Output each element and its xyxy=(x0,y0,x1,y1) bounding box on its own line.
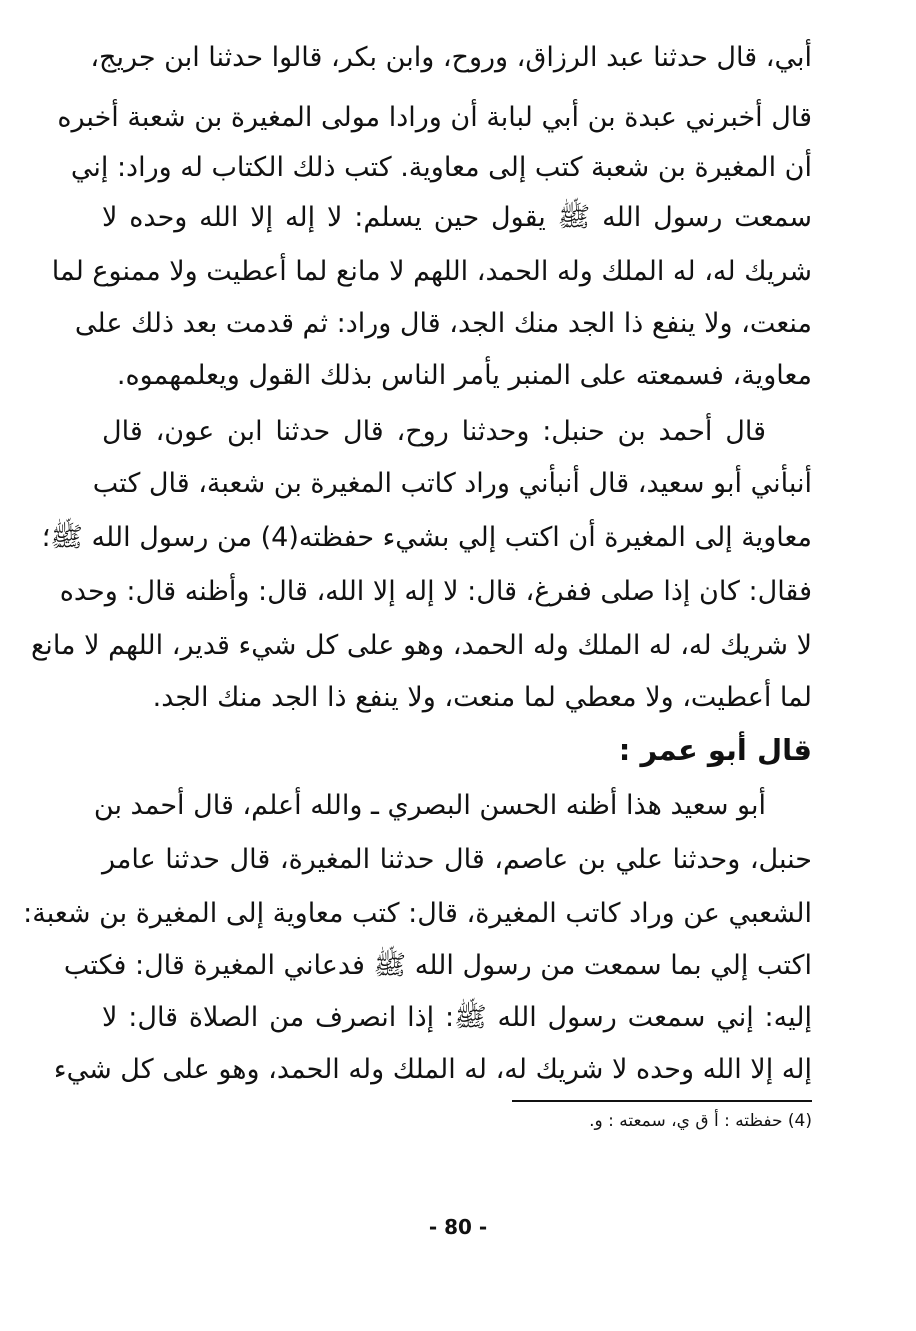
text-line: فقال: كان إذا صلى ففرغ، قال: لا إله إلا الله، قال: وأظنه قال: وحده xyxy=(59,576,812,607)
text-line: إليه: إني سمعت رسول الله ﷺ: إذا انصرف من الصلاة قال: لا xyxy=(102,1002,812,1033)
footnote: (4) حفظته : أ ق ي، سمعته : و. xyxy=(589,1111,812,1131)
text-line: أبي، قال حدثنا عبد الرزاق، وروح، وابن بكر، قالوا حدثنا ابن جريج، xyxy=(90,42,812,73)
text-line: لا شريك له، له الملك وله الحمد، وهو على كل شيء قدير، اللهم لا مانع xyxy=(30,630,812,661)
text-line: شريك له، له الملك وله الحمد، اللهم لا مانع لما أعطيت ولا ممنوع لما xyxy=(51,256,812,287)
text-line: لما أعطيت، ولا معطي لما منعت، ولا ينفع ذا الجد منك الجد. xyxy=(152,682,812,713)
page-number: - 80 - xyxy=(428,1215,488,1239)
text-line: اكتب إلي بما سمعت من رسول الله ﷺ فدعاني المغيرة قال: فكتب xyxy=(63,950,812,981)
text-line: إله إلا الله وحده لا شريك له، له الملك وله الحمد، وهو على كل شيء xyxy=(53,1054,812,1085)
text-line: الشعبي عن وراد كاتب المغيرة، قال: كتب معاوية إلى المغيرة بن شعبة: xyxy=(23,898,812,929)
text-line: سمعت رسول الله ﷺ يقول حين يسلم: لا إله إلا الله وحده لا xyxy=(102,202,812,233)
text-line: معاوية، فسمعته على المنبر يأمر الناس بذلك القول ويعلمهموه. xyxy=(116,360,812,391)
text-line: حنبل، وحدثنا علي بن عاصم، قال حدثنا المغيرة، قال حدثنا عامر xyxy=(102,844,812,875)
text-line: أن المغيرة بن شعبة كتب إلى معاوية. كتب ذلك الكتاب له وراد: إني xyxy=(70,152,812,183)
footnote-separator xyxy=(512,1100,812,1102)
text-line: قال أحمد بن حنبل: وحدثنا روح، قال حدثنا ابن عون، قال xyxy=(102,416,766,447)
text-line: قال أخبرني عبدة بن أبي لبابة أن ورادا مولى المغيرة بن شعبة أخبره xyxy=(57,102,812,133)
text-line: أنبأني أبو سعيد، قال أنبأني وراد كاتب المغيرة بن شعبة، قال كتب xyxy=(92,468,812,499)
text-line: منعت، ولا ينفع ذا الجد منك الجد، قال وراد: ثم قدمت بعد ذلك على xyxy=(74,308,812,339)
text-line: أبو سعيد هذا أظنه الحسن البصري ـ والله أعلم، قال أحمد بن xyxy=(93,790,766,821)
section-heading: قال أبو عمر : xyxy=(618,733,812,767)
text-line: معاوية إلى المغيرة أن اكتب إلي بشيء حفظته(4) من رسول الله ﷺ؛ xyxy=(41,522,812,553)
